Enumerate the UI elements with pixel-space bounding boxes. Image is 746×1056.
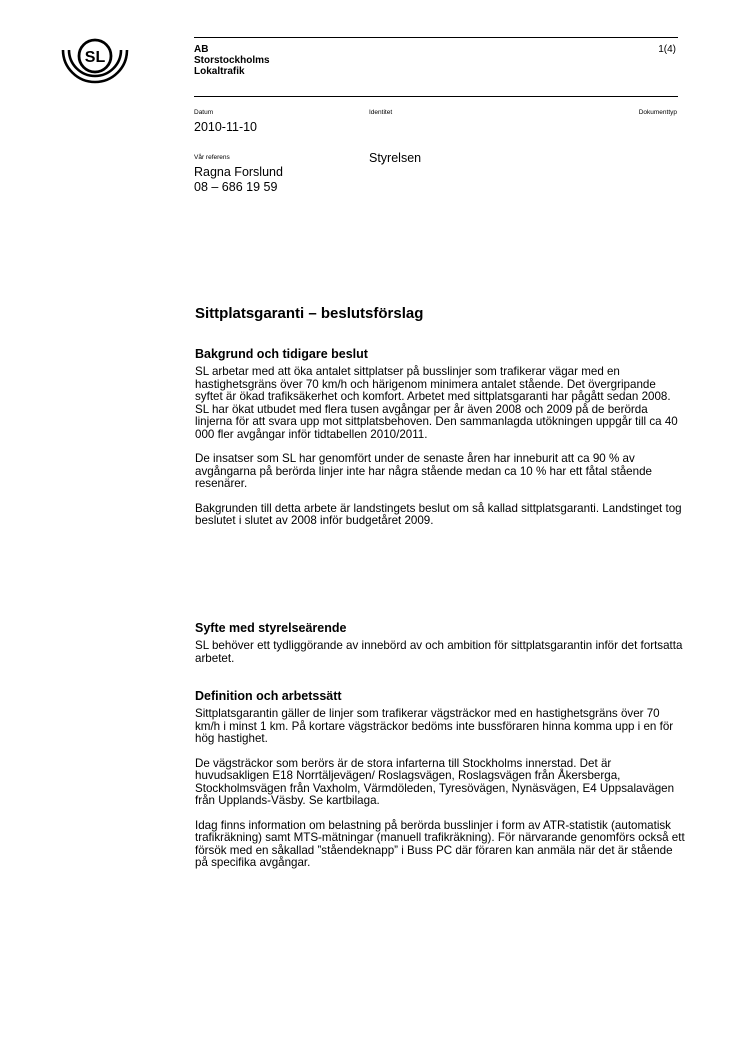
paragraph: Bakgrunden till detta arbete är landstingets beslut om så kallad sittplatsgaranti. Landstinget tog beslutet i slutet av 2008 inför budgetåret 2009. [195,501,682,527]
recipient: Styrelsen [369,151,422,165]
paragraph: SL arbetar med att öka antalet sittplatser på busslinjer som trafikerar vägar med en hastighetsgräns över 70 km/h och härigenom minimera antalet stående. Det övergripande syftet är ökad trafiksäkerhet och komfort. Arbetet med sittplatsgaranti har pågått sedan 2008. SL har ökat utbudet med flera tusen avgångar per år även 2008 och 2009 på de berörda linjerna för att svara upp mot sittplatsbehoven. Den sammanlagda utökningen uppgår till ca 40 000 fler avgångar inför tidtabellen 2010/2011. [195,365,678,441]
datum-label: Datum [194,109,214,116]
document-title: Sittplatsgaranti – beslutsförslag [195,305,424,322]
referens-phone: 08 – 686 19 59 [194,180,278,194]
section-bakgrund [195,347,685,540]
paragraph: De insatser som SL har genomfört under de senaste åren har inneburit att ca 90 % av avgångarna på berörda linjer inte har några stående medan ca 10 % har ett fåtal stående resenärer. [195,452,652,490]
sl-logo [58,36,132,86]
datum-value: 2010-11-10 [194,120,258,134]
company-line: Storstockholms [194,55,270,66]
paragraph: De vägsträckor som berörs är de stora infarterna till Stockholms innerstad. Det är huvudsakligen E18 Norrtäljevägen/ Roslagsvägen, Roslagsvägen från Åkersberga, Stockholmsvägen från Vaxholm, Värmdöleden, Tyresövägen, Nynäsvägen, E4 Uppsalavägen från Upplands-Väsby. Se kartbilaga. [195,756,675,807]
section-syfte [195,621,685,677]
meta-rule [194,96,678,97]
var-referens-label: Vår referens [194,154,230,161]
dokumenttyp-label: Dokumenttyp [638,109,677,116]
page-number: 1(4) [658,44,676,55]
paragraph: Idag finns information om belastning på berörda busslinjer i form av ATR-statistik (automatisk trafikräkning) samt MTS-mätningar (manuell trafikräkning). För närvarande genomförs också ett försök med en såkallad ”ståendeknapp” i Buss PC där föraren kan anmäla när det är stående på specifika avgångar. [195,818,685,869]
paragraph: SL behöver ett tydliggörande av innebörd av och ambition för sittplatsgarantin inför det fortsatta arbetet. [195,639,683,665]
company-line: AB [194,44,209,55]
logo-text: SL [84,49,106,66]
referens-name: Ragna Forslund [194,165,283,179]
paragraph: Sittplatsgarantin gäller de linjer som trafikerar vägsträckor med en hastighetsgräns över 70 km/h i minst 1 km. På kortare vägsträckor bedöms inte bussföraren hinna komma upp i en för hög hastighet. [195,707,674,745]
section-heading: Syfte med styrelseärende [195,621,347,635]
section-definition [195,689,685,882]
header-rule [194,37,678,38]
company-line: Lokaltrafik [194,66,245,77]
section-heading: Definition och arbetssätt [195,689,342,703]
identitet-label: Identitet [369,109,393,116]
company-name [194,44,270,77]
section-heading: Bakgrund och tidigare beslut [195,347,368,361]
